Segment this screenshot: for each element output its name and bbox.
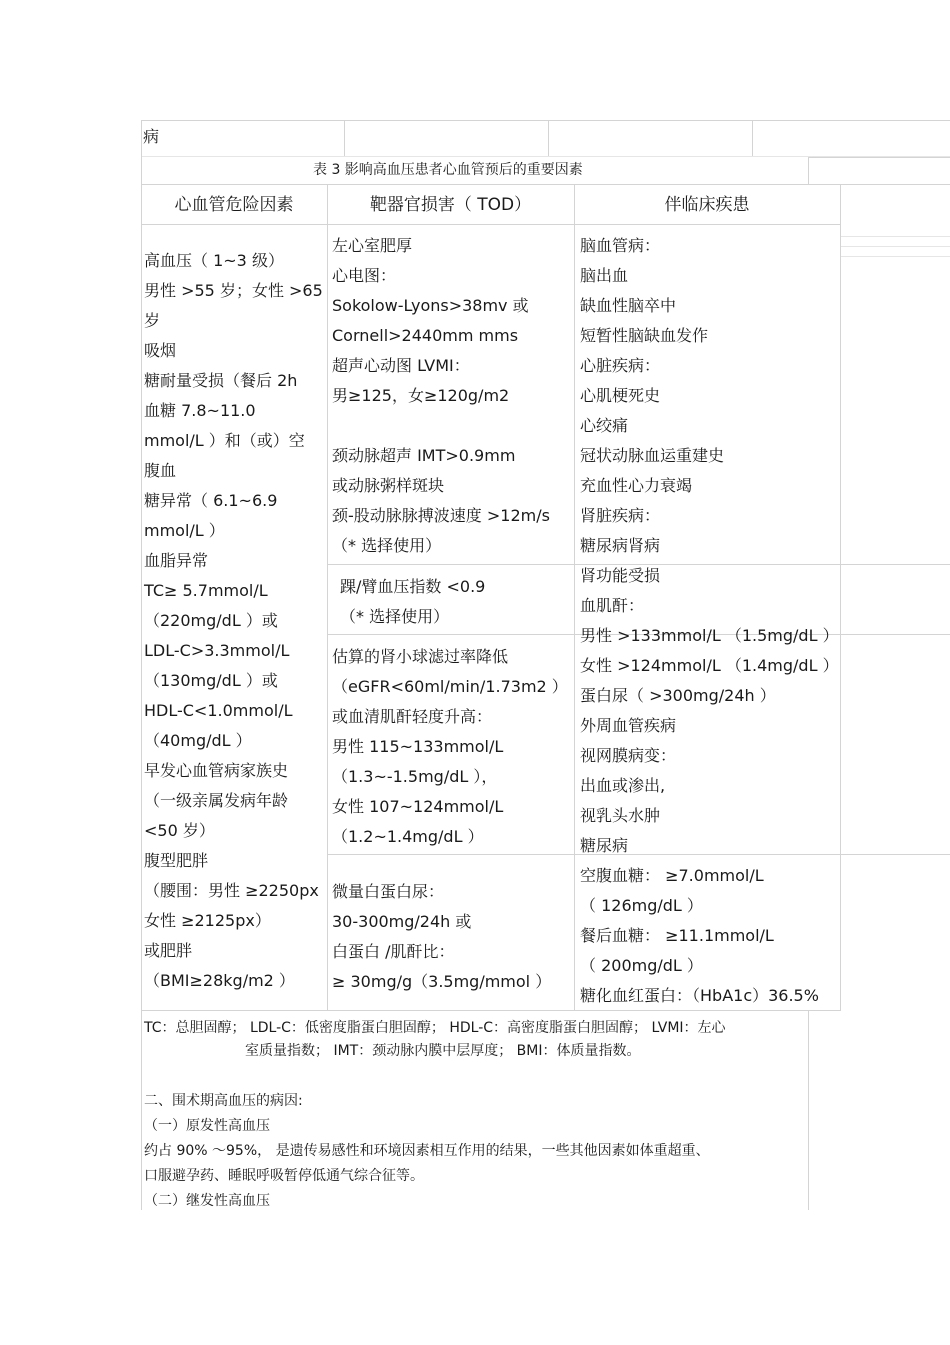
list-item: 女性 ≥2125px） xyxy=(144,911,271,930)
list-item: 男性 >133mmol/L （1.5mg/dL ） xyxy=(580,626,839,645)
rule xyxy=(141,120,950,121)
rule xyxy=(841,236,950,237)
table-footnote-line2: 室质量指数； IMT：颈动脉内膜中层厚度； BMI：体质量指数。 xyxy=(245,1043,641,1059)
list-item: 糖尿病 xyxy=(580,836,629,855)
list-item: （1.2~1.4mg/dL ） xyxy=(332,827,484,846)
list-item: 血糖 7.8~11.0 xyxy=(144,401,256,420)
list-item: 心肌梗死史 xyxy=(580,386,661,405)
list-item: 高血压（ 1~3 级） xyxy=(144,251,284,270)
rule xyxy=(752,120,753,156)
header-target-organ-damage: 靶器官损害（ TOD） xyxy=(369,195,532,215)
list-item: 女性 107~124mmol/L xyxy=(332,797,504,816)
list-item: （* 选择使用） xyxy=(340,607,450,626)
table-footnote-line1: TC：总胆固醇； LDL-C：低密度脂蛋白胆固醇； HDL-C：高密度脂蛋白胆固醇； LVMI：左心 xyxy=(144,1020,726,1036)
list-item: 心电图： xyxy=(332,266,397,285)
list-item: 微量白蛋白尿： xyxy=(332,882,445,901)
list-item: ≥ 30mg/g（3.5mg/mmol ） xyxy=(332,972,552,991)
list-item: （130mg/dL ）或 xyxy=(144,671,278,690)
list-item: 糖尿病肾病 xyxy=(580,536,661,555)
rule xyxy=(841,256,950,257)
list-item: 颈-股动脉脉搏波速度 >12m/s xyxy=(332,506,550,525)
list-item: Sokolow-Lyons>38mv 或 xyxy=(332,296,529,315)
header-clinical-conditions: 伴临床疾患 xyxy=(664,195,750,215)
tod-block-kidney xyxy=(332,642,568,852)
clinical-conditions-list xyxy=(580,231,839,1011)
list-item: 或肥胖 xyxy=(144,941,193,960)
list-item: 早发心血管病家族史 xyxy=(144,761,289,780)
list-item: 血肌酐： xyxy=(580,596,645,615)
list-item xyxy=(332,411,550,441)
list-item: （一级亲属发病年龄 xyxy=(144,791,289,810)
rule xyxy=(344,120,345,156)
side-box xyxy=(808,157,950,185)
list-item: 或血清肌酐轻度升高： xyxy=(332,707,493,726)
list-item: 蛋白尿（ >300mg/24h ） xyxy=(580,686,776,705)
list-item: 左心室肥厚 xyxy=(332,236,413,255)
rule xyxy=(327,184,328,1010)
header-risk-factors: 心血管危险因素 xyxy=(174,195,294,215)
rule xyxy=(548,120,549,156)
rule xyxy=(840,184,841,1010)
list-item: 30-300mg/24h 或 xyxy=(332,912,472,931)
list-item: （* 选择使用） xyxy=(332,536,442,555)
list-item: （ 126mg/dL ） xyxy=(580,896,703,915)
list-item: LDL-C>3.3mmol/L xyxy=(144,641,290,660)
list-item: TC≥ 5.7mmol/L xyxy=(144,581,268,600)
list-item: 肾脏疾病： xyxy=(580,506,661,525)
list-item: HDL-C<1.0mmol/L xyxy=(144,701,293,720)
list-item: 男性 115~133mmol/L xyxy=(332,737,504,756)
list-item: mmol/L ） xyxy=(144,521,225,540)
table-caption: 表 3 影响高血压患者心血管预后的重要因素 xyxy=(313,162,583,178)
top-row-text: 病 xyxy=(143,127,160,146)
list-item: 充血性心力衰竭 xyxy=(580,476,693,495)
list-item: 腹型肥胖 xyxy=(144,851,209,870)
list-item: 心脏疾病： xyxy=(580,356,661,375)
list-item: （ 200mg/dL ） xyxy=(580,956,703,975)
list-item: 女性 >124mmol/L （1.4mg/dL ） xyxy=(580,656,839,675)
rule xyxy=(574,184,575,1010)
list-item: Cornell>2440mm mms xyxy=(332,326,519,345)
subsection-secondary: （二）继发性高血压 xyxy=(144,1193,270,1209)
list-item: 脑出血 xyxy=(580,266,629,285)
list-item: 颈动脉超声 IMT>0.9mm xyxy=(332,446,516,465)
list-item: 肾功能受损 xyxy=(580,566,661,585)
list-item: 视网膜病变： xyxy=(580,746,677,765)
subsection-primary: （一）原发性高血压 xyxy=(144,1118,270,1134)
list-item: 男性 >55 岁；女性 >65 xyxy=(144,281,323,300)
list-item: 男≥125，女≥120g/m2 xyxy=(332,386,510,405)
list-item: 餐后血糖： ≥11.1mmol/L xyxy=(580,926,774,945)
list-item: 腹血 xyxy=(144,461,177,480)
paragraph-line: 约占 90% ～95%， 是遗传易感性和环境因素相互作用的结果，一些其他因素如体重超重、 xyxy=(144,1143,710,1159)
list-item: 脑血管病： xyxy=(580,236,661,255)
list-item: 冠状动脉血运重建史 xyxy=(580,446,725,465)
list-item: 视乳头水肿 xyxy=(580,806,661,825)
list-item: 心绞痛 xyxy=(580,416,629,435)
list-item: 白蛋白 /肌酐比： xyxy=(332,942,455,961)
list-item: 短暂性脑缺血发作 xyxy=(580,326,709,345)
list-item: （BMI≥28kg/m2 ） xyxy=(144,971,295,990)
list-item: （40mg/dL ） xyxy=(144,731,252,750)
tod-block-albumin xyxy=(332,877,551,997)
list-item: 血脂异常 xyxy=(144,551,209,570)
paragraph-line: 口服避孕药、睡眠呼吸暂停低通气综合征等。 xyxy=(144,1168,424,1184)
list-item: 糖化血红蛋白：（HbA1c）36.5% xyxy=(580,986,819,1005)
list-item: 超声心动图 LVMI： xyxy=(332,356,470,375)
rule xyxy=(841,246,950,247)
list-item: 外周血管疾病 xyxy=(580,716,677,735)
list-item: 或动脉粥样斑块 xyxy=(332,476,445,495)
list-item: 糖耐量受损（餐后 2h xyxy=(144,371,298,390)
list-item: （eGFR<60ml/min/1.73m2 ） xyxy=(332,677,568,696)
list-item: （腰围：男性 ≥2250px xyxy=(144,881,319,900)
list-item: （1.3~-1.5mg/dL ）， xyxy=(332,767,498,786)
list-item: （220mg/dL ）或 xyxy=(144,611,278,630)
rule xyxy=(141,120,142,1210)
tod-block-abi xyxy=(340,572,485,632)
section-title: 二、围术期高血压的病因: xyxy=(144,1093,303,1109)
list-item: 估算的肾小球滤过率降低 xyxy=(332,647,509,666)
rule xyxy=(808,1010,809,1210)
list-item: 吸烟 xyxy=(144,341,177,360)
list-item: 缺血性脑卒中 xyxy=(580,296,677,315)
list-item: mmol/L ）和（或）空 xyxy=(144,431,305,450)
list-item: 出血或渗出, xyxy=(580,776,666,795)
list-item: 空腹血糖： ≥7.0mmol/L xyxy=(580,866,764,885)
tod-block-heart-vessels xyxy=(332,231,550,561)
risk-factors-list xyxy=(144,246,323,996)
list-item: <50 岁） xyxy=(144,821,215,840)
list-item: 踝/臂血压指数 <0.9 xyxy=(340,577,486,596)
list-item: 糖异常（ 6.1~6.9 xyxy=(144,491,278,510)
list-item: 岁 xyxy=(144,311,161,330)
